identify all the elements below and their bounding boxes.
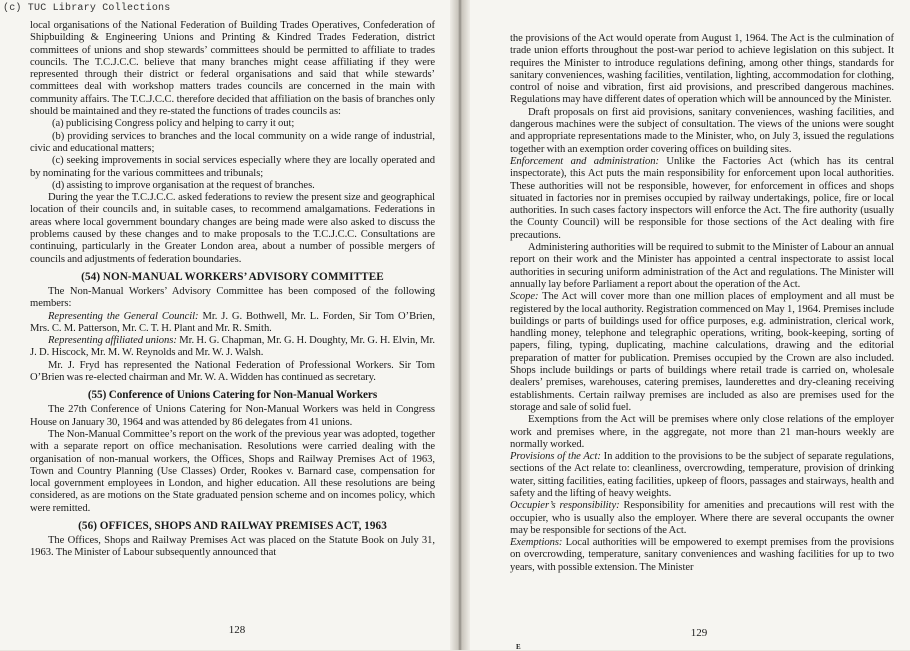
paragraph-federations: During the year the T.C.J.C.C. asked federations to review the present size and geographical location of their councils and, in suitable cases, to recommend amalgamations. Federations in areas where local government boundary changes are being made were also asked to discuss the problems caused by these changes and to make proposals to the T.C.J.C.C. Consultations are continuing, particularly in the Greater London area, about a number of possible mergers of councils and adjustments of federation boundaries. — [30, 192, 435, 265]
heading-section-56: (56) OFFICES, SHOPS AND RAILWAY PREMISES ACT, 1963 — [78, 519, 387, 532]
list-item-b: (b) providing services to branches and the local community on a wide range of industrial, civic and educational matters; — [30, 130, 435, 154]
affiliated-unions-members: Mr. H. G. Chapman, Mr. G. H. Doughty, Mr. G. H. Elvin, Mr. J. D. Hiscock, Mr. M. W. Reynolds and Mr. W. J. Walsh. — [30, 335, 435, 359]
watermark: (c) TUC Library Collections — [3, 3, 171, 14]
right-page-text — [510, 33, 894, 574]
occupier-text: Responsibility for amenities and precautions will rest with the occupier, who is usually also the employer. Where there are several occupants the owner may be responsible for sections of the Act. — [510, 500, 894, 536]
paragraph-scope — [510, 291, 894, 414]
exemptions-text: Local authorities will be empowered to exempt premises from the provisions on overcrowding, temperature, sanitary conveniences and washing facilities for up to two years, with possible extension. The Minister — [510, 537, 894, 573]
heading-section-55: (55) Conference of Unions Catering for Non-Manual Workers — [87, 389, 378, 402]
paragraph-act-intro: The Offices, Shops and Railway Premises Act was placed on the Statute Book on July 31, 1963. The Minister of Labour subsequently announced that — [30, 534, 435, 559]
occupier-label: Occupier’s responsibility: — [510, 500, 620, 512]
book-gutter — [450, 0, 470, 650]
paragraph-provisions-of-act — [510, 451, 894, 500]
paragraph-report: The Non-Manual Committee’s report on the work of the previous year was adopted, together with a separate report on office mechanisation. Resolutions were carried dealing with the organisation of non-manual workers, the Offices, Shops and Railway Premises Act of 1963, Town and Country Planning (Use Classes) Order, Rookes v. Barnard case, compensation for local government employees in London, and higher education. All these resolutions are being considered, as are motions on the State graduated pension scheme and on incomes policy, which were remitted. — [30, 428, 435, 514]
paragraph-exemptions — [510, 537, 894, 574]
paragraph-exemptions-act: Exemptions from the Act will be premises where only close relations of the employer work and premises where, in the aggregate, not more than 21 man-hours weekly are normally worked. — [510, 414, 894, 450]
list-item-d: (d) assisting to improve organisation at the request of branches. — [52, 179, 315, 191]
paragraph-act-provisions: the provisions of the Act would operate from August 1, 1964. The Act is the culmination of trade union efforts throughout the post-war period to achieve legislation on this subject. It requires the Minister to introduce regulations defining, among other things, standards for sanitary conveniences, washing facilities, ventilation, lighting, accommodation for clothing, control of noise and vibration, first aid provisions, and prescribed dangerous machines. Regulations may have different dates of operation which will be announced by the Minister. — [510, 33, 894, 106]
scope-text: The Act will cover more than one million places of employment and all must be registered by the local authority. Registration commenced on May 1, 1964. Premises include buildings or parts of buildings used for office purposes, e.g. administration, clerical work, handling money, telephone and telegraphic operations, writing, book-keeping, sorting of papers, filing, typing, duplicating, machine calculations, drawing and the editorial preparation of matter for publication. Premises occupied by the Crown are also included. Shops include buildings or parts of buildings where retail trade is carried on, wholesale dealers’ premises, warehouses, catering premises, launderettes and dry-cleaning receiving establishments. Certain railway premises are included as also are premises used for the storage and sale of solid fuel. — [510, 291, 894, 413]
general-council-label: Representing the General Council: — [48, 310, 199, 322]
provisions-text: In addition to the provisions to be the subject of separate regulations, sections of the Act relate to: cleanliness, overcrowding, temperature, provision of drinking water, sitting facilities, eating facilities, upkeep of floors, passages and stairways, health and safety and the lifting of heavy weights. — [510, 451, 894, 499]
list-item-a: (a) publicising Congress policy and helping to carry it out; — [52, 118, 295, 130]
paragraph-administering-authorities: Administering authorities will be required to submit to the Minister of Labour an annual report on their work and the Minister has appointed a central inspectorate to assist local authorities in securing uniform administration of the Act and regulations. The Minister will annually lay before Parliament a report about the operation of the Act. — [510, 242, 894, 290]
heading-section-54: (54) NON-MANUAL WORKERS’ ADVISORY COMMITTEE — [81, 270, 384, 283]
right-page — [462, 0, 910, 650]
paragraph-enforcement — [510, 156, 894, 242]
paragraph-affiliated-members — [30, 335, 435, 360]
provisions-label: Provisions of the Act: — [510, 451, 601, 463]
paragraph-conference: The 27th Conference of Unions Catering for Non-Manual Workers was held in Congress House on January 30, 1964 and was attended by 86 delegates from 41 unions. — [30, 404, 435, 428]
exemptions-label: Exemptions: — [510, 537, 563, 549]
paragraph-draft-proposals: Draft proposals on first aid provisions, sanitary conveniences, washing facilities, and dangerous machines were the subject of consultation. The views of the unions were sought and appropriate representations made to the Minister, who, on July 3, issued the regulations together with an exemption order covering offices on building sites. — [510, 106, 894, 155]
paragraph-general-council-members — [30, 311, 435, 336]
left-page-text — [30, 20, 435, 560]
paragraph-fryd: Mr. J. Fryd has represented the National Federation of Professional Workers. Sir Tom O’Brien was re-elected chairman and Mr. W. A. Widden has continued as secretary. — [30, 359, 435, 384]
paragraph-committee-composition: The Non-Manual Workers’ Advisory Committee has been composed of the following members: — [30, 285, 435, 310]
page-number-left: 128 — [228, 624, 246, 636]
paragraph-affiliation: local organisations of the National Federation of Building Trades Operatives, Confederation of Shipbuilding & Engineering Unions and Printing & Kindred Trades Federation, district committees of unions and shop stewards’ committees should be permitted to affiliate to trades councils. The T.C.J.C.C. believe that many branches might cease affiliating if they were represented through their district or federal organisations and said that while stewards’ committees deal with workshop matters trades councils are concerned in the main with community affairs. The T.C.J.C.C. therefore decided that affiliation on the basis of branches only should be maintained and they re-stated the functions of trades councils as: — [30, 20, 435, 118]
scope-label: Scope: — [510, 291, 539, 303]
list-item-c: (c) seeking improvements in social services especially where they are locally operated and by nominating for the various committees and tribunals; — [30, 155, 435, 179]
enforcement-label: Enforcement and administration: — [510, 155, 659, 167]
affiliated-unions-label: Representing affiliated unions: — [48, 335, 177, 347]
stray-mark: E — [516, 643, 521, 651]
page-number-right: 129 — [690, 627, 708, 639]
paragraph-occupier — [510, 500, 894, 537]
enforcement-text: Unlike the Factories Act (which has its central inspectorate), this Act puts the main responsibility for enforcement upon local authorities. These authorities will not be responsible, however, for enforcement in offices and shops situated in factories nor in premises occupied by railway undertakings, police, fire or local authorities. In such cases factory inspectors will enforce the Act. The fire authority (usually the County Council) will be responsible for those sections of the Act dealing with fire precautions. — [510, 155, 894, 241]
general-council-members: Mr. J. G. Bothwell, Mr. L. Forden, Sir Tom O’Brien, Mrs. C. M. Patterson, Mr. C. T. H. Plant and Mr. R. Smith. — [30, 310, 435, 334]
